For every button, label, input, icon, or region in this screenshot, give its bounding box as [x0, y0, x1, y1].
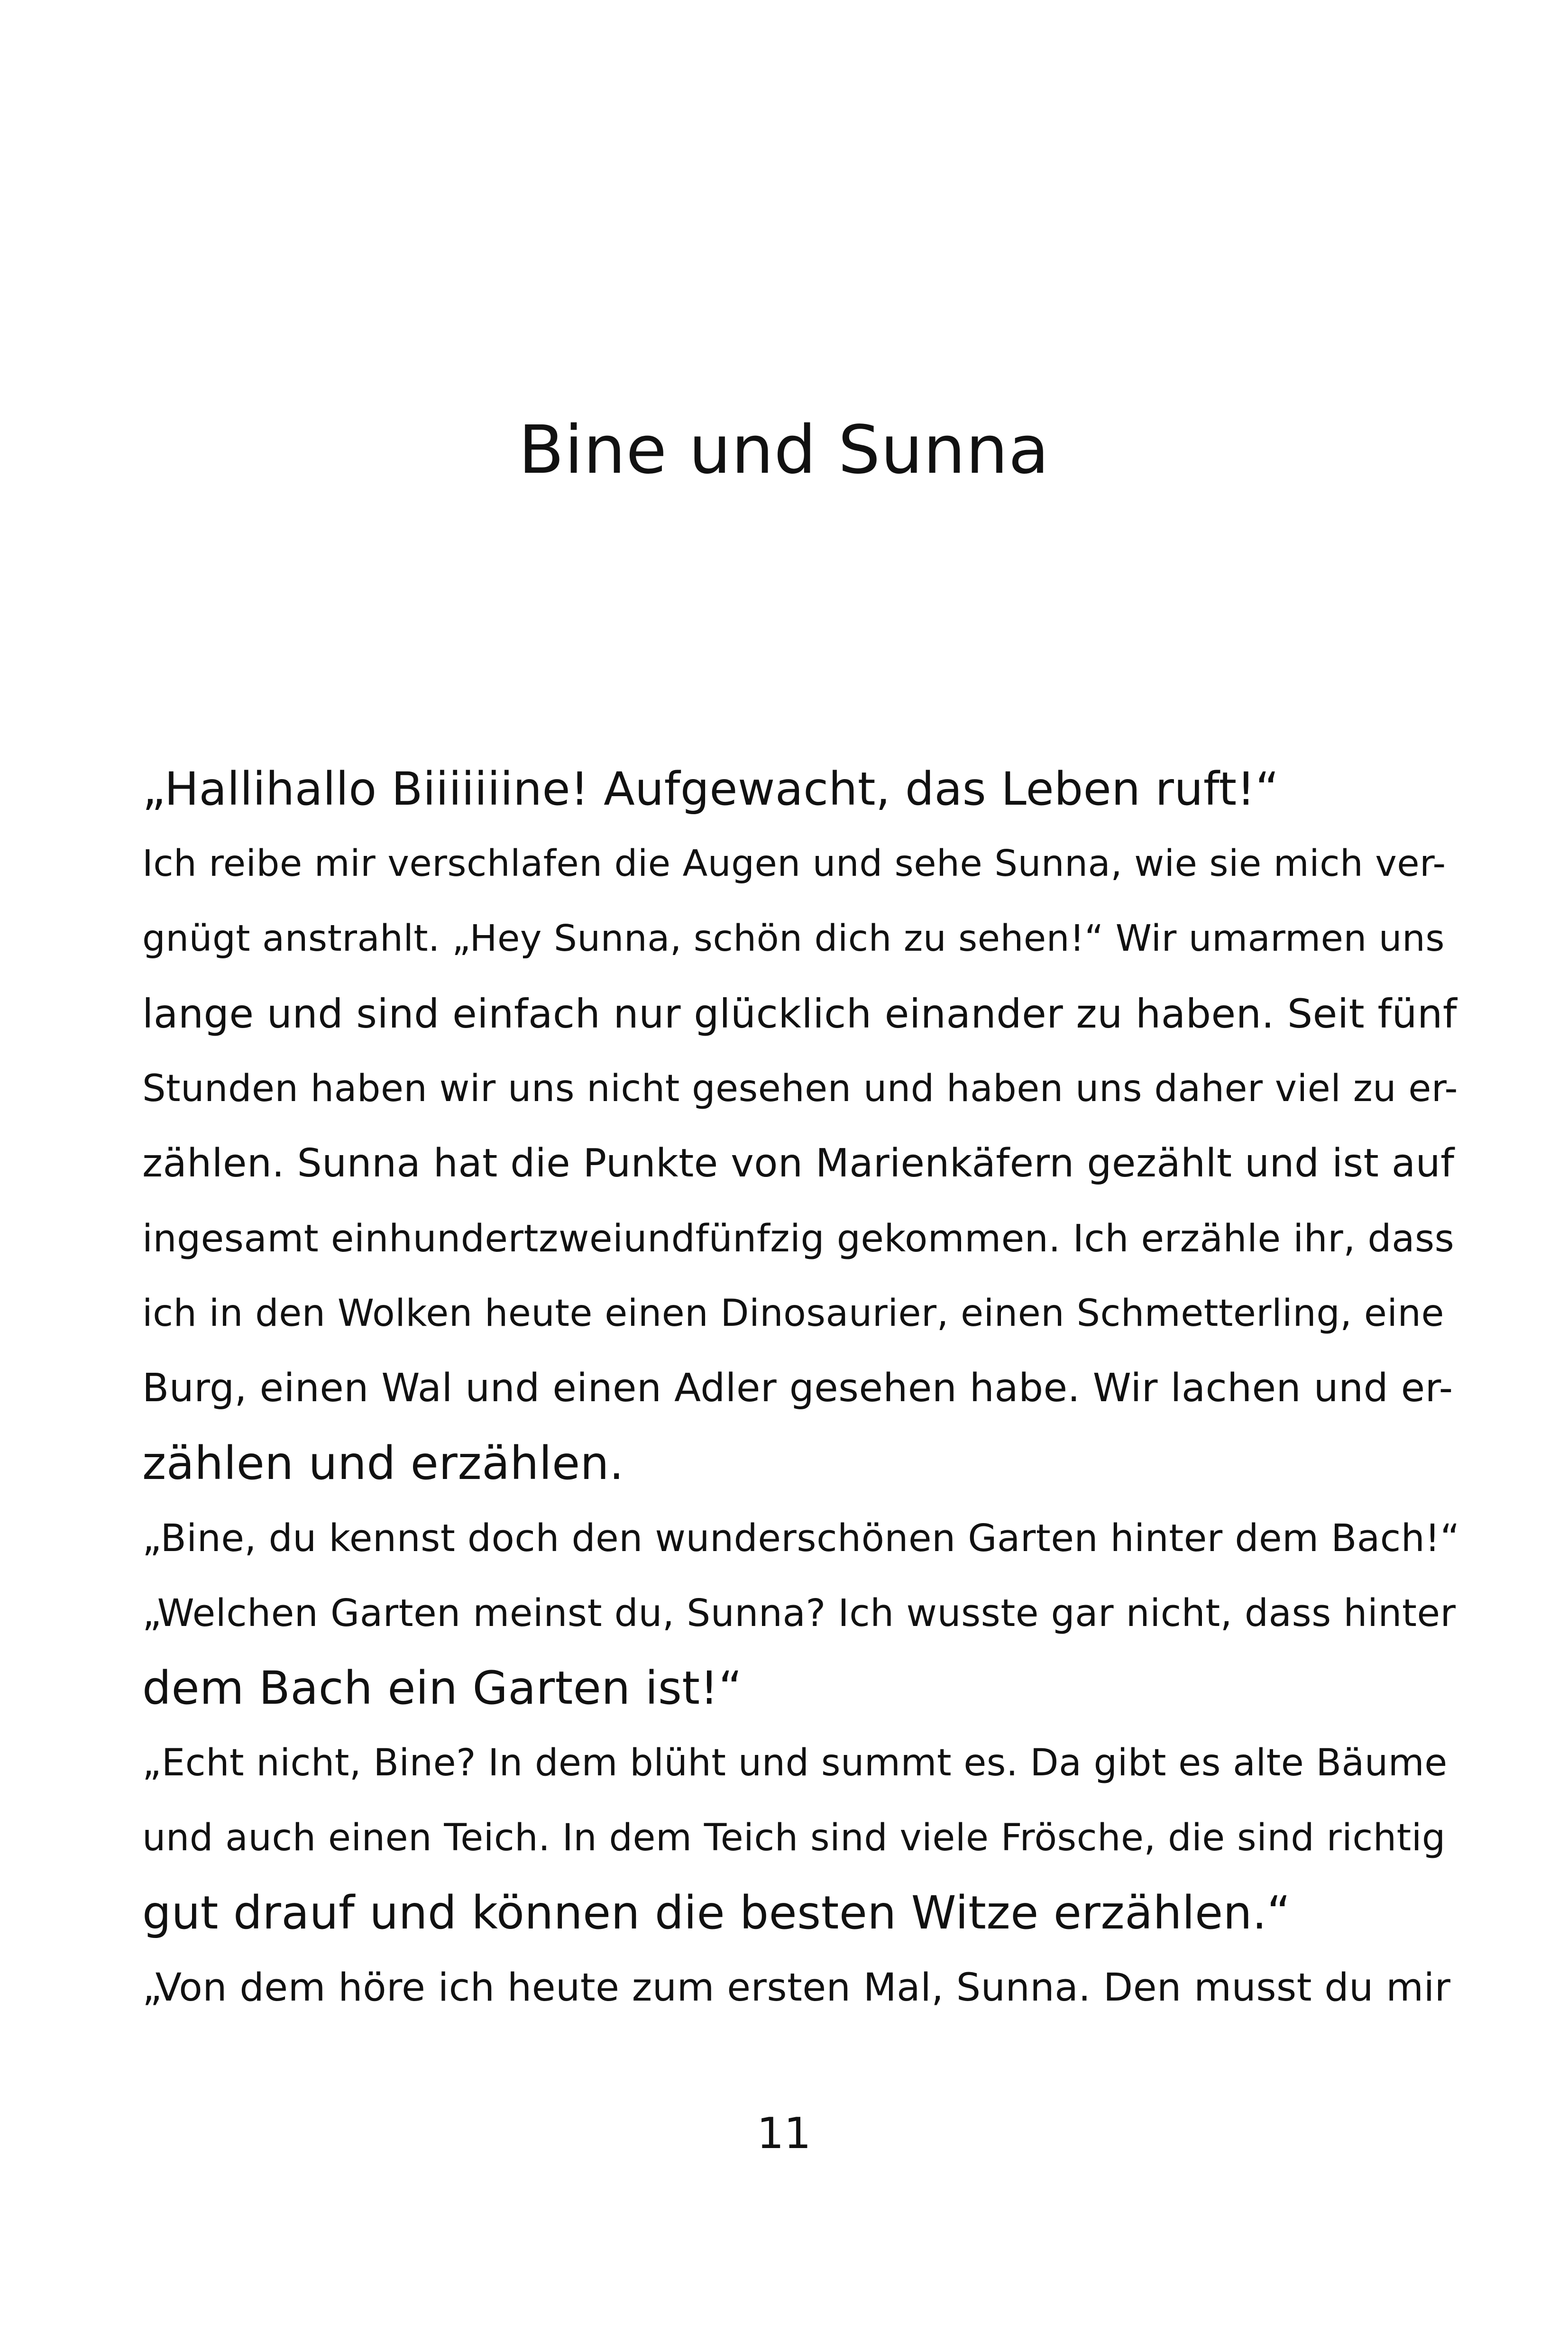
text-line: Stunden haben wir uns nicht gesehen und haben uns daher viel zu er-: [142, 1067, 1458, 1110]
text-line: Ich reibe mir verschlafen die Augen und sehe Sunna, wie sie mich ver-: [142, 843, 1446, 885]
text-line: Burg, einen Wal und einen Adler gesehen habe. Wir lachen und er-: [142, 1366, 1453, 1411]
text-line: und auch einen Teich. In dem Teich sind viele Frösche, die sind richtig: [142, 1817, 1446, 1859]
text-line: „Von dem höre ich heute zum ersten Mal, Sunna. Den musst du mir: [142, 1965, 1451, 2010]
text-line: gut drauf und können die besten Witze erzählen.“: [142, 1886, 1291, 1939]
text-line: zählen und erzählen.: [142, 1437, 624, 1490]
text-line: „Welchen Garten meinst du, Sunna? Ich wusste gar nicht, dass hinter: [142, 1591, 1456, 1635]
text-line: ingesamt einhundertzweiundfünfzig gekommen. Ich erzähle ihr, dass: [142, 1217, 1455, 1260]
chapter-title: Bine und Sunna: [518, 412, 1050, 489]
text-line: lange und sind einfach nur glücklich einander zu haben. Seit fünf: [142, 991, 1457, 1037]
text-line: dem Bach ein Garten ist!“: [142, 1662, 743, 1715]
text-line: ich in den Wolken heute einen Dinosaurier, einen Schmetterling, eine: [142, 1292, 1444, 1335]
text-line: „Bine, du kennst doch den wunderschönen Garten hinter dem Bach!“: [142, 1516, 1460, 1560]
text-line: „Hallihallo Biiiiiiine! Aufgewacht, das Leben ruft!“: [142, 762, 1279, 816]
text-line: „Echt nicht, Bine? In dem blüht und summt es. Da gibt es alte Bäume: [142, 1742, 1448, 1784]
text-line: gnügt anstrahlt. „Hey Sunna, schön dich zu sehen!“ Wir umarmen uns: [142, 918, 1445, 960]
text-line: zählen. Sunna hat die Punkte von Marienkäfern gezählt und ist auf: [142, 1141, 1455, 1186]
body-text: [142, 752, 1460, 2025]
page-number: 11: [757, 2109, 811, 2158]
